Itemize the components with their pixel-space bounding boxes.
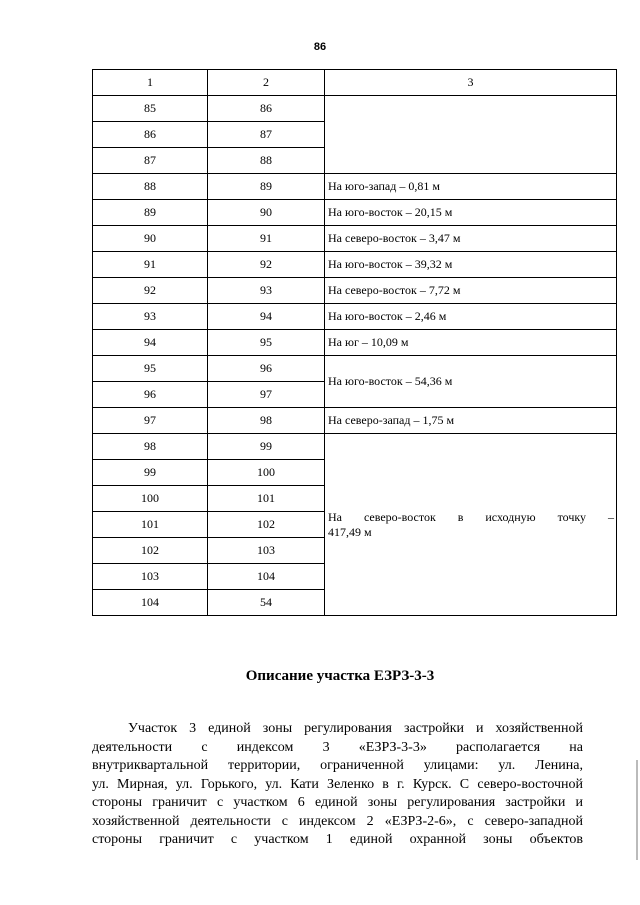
point-to: 89 (208, 174, 325, 200)
point-to: 96 (208, 356, 325, 382)
point-from: 103 (93, 564, 208, 590)
table-row (93, 278, 617, 304)
column-header-3: 3 (325, 70, 617, 96)
table-row (93, 304, 617, 330)
point-from: 85 (93, 96, 208, 122)
paragraph-line: Участок 3 единой зоны регулирования застройки и хозяйственной (128, 721, 583, 736)
boundary-points-table (92, 69, 617, 616)
paragraph-line: стороны граничит с участком 6 единой зоны регулирования застройки и (92, 795, 583, 810)
point-to: 94 (208, 304, 325, 330)
point-to: 100 (208, 460, 325, 486)
point-from: 100 (93, 486, 208, 512)
point-from: 90 (93, 226, 208, 252)
direction-distance-final (325, 434, 617, 616)
table-header-row (93, 70, 617, 96)
point-to: 87 (208, 122, 325, 148)
direction-distance: На юг – 10,09 м (325, 330, 617, 356)
table-row (93, 408, 617, 434)
paragraph-line: внутриквартальной территории, ограниченной улицами: ул. Ленина, (92, 758, 583, 773)
point-to: 91 (208, 226, 325, 252)
direction-distance: На северо-восток – 3,47 м (325, 226, 617, 252)
paragraph-line: стороны граничит с участком 1 единой охранной зоны объектов (92, 832, 583, 847)
direction-distance: На юго-восток – 2,46 м (325, 304, 617, 330)
point-from: 86 (93, 122, 208, 148)
point-from: 91 (93, 252, 208, 278)
point-from: 101 (93, 512, 208, 538)
point-from: 102 (93, 538, 208, 564)
point-to: 93 (208, 278, 325, 304)
direction-line-2: 417,49 м (328, 524, 372, 539)
table-row (93, 200, 617, 226)
column-header-1: 1 (93, 70, 208, 96)
point-from: 97 (93, 408, 208, 434)
direction-distance: На северо-восток – 7,72 м (325, 278, 617, 304)
point-from: 87 (93, 148, 208, 174)
point-to: 97 (208, 382, 325, 408)
section-heading: Описание участка ЕЗРЗ-3-3 (245, 668, 435, 684)
page-number: 86 (313, 41, 327, 53)
direction-distance: На юго-восток – 54,36 м (325, 356, 617, 408)
point-to: 54 (208, 590, 325, 616)
point-to: 99 (208, 434, 325, 460)
direction-distance: На юго-запад – 0,81 м (325, 174, 617, 200)
point-to: 98 (208, 408, 325, 434)
table-row (93, 174, 617, 200)
point-to: 101 (208, 486, 325, 512)
point-to: 103 (208, 538, 325, 564)
direction-distance: На юго-восток – 39,32 м (325, 252, 617, 278)
point-to: 90 (208, 200, 325, 226)
table-row (93, 356, 617, 382)
point-to: 92 (208, 252, 325, 278)
table-row (93, 226, 617, 252)
column-header-2: 2 (208, 70, 325, 96)
paragraph-line: деятельности с индексом 3 «ЕЗРЗ-3-3» располагается на (92, 739, 583, 755)
point-from: 96 (93, 382, 208, 408)
table-row (93, 330, 617, 356)
point-to: 104 (208, 564, 325, 590)
description-paragraph (92, 720, 583, 850)
point-from: 95 (93, 356, 208, 382)
point-to: 102 (208, 512, 325, 538)
point-from: 94 (93, 330, 208, 356)
point-to: 86 (208, 96, 325, 122)
paragraph-line: ул. Мирная, ул. Горького, ул. Кати Зеленко в г. Курск. С северо-восточной (92, 776, 583, 792)
direction-line-1: На северо-восток в исходную точку – (328, 509, 614, 524)
point-from: 93 (93, 304, 208, 330)
direction-distance: На юго-восток – 20,15 м (325, 200, 617, 226)
point-from: 92 (93, 278, 208, 304)
direction-distance: На северо-запад – 1,75 м (325, 408, 617, 434)
scan-edge-mark (636, 760, 638, 860)
point-from: 99 (93, 460, 208, 486)
table-row (93, 96, 617, 122)
point-to: 88 (208, 148, 325, 174)
point-from: 88 (93, 174, 208, 200)
table-row (93, 434, 617, 460)
point-from: 98 (93, 434, 208, 460)
table-row (93, 252, 617, 278)
direction-cell-empty (325, 96, 617, 174)
paragraph-line: хозяйственной деятельности с индексом 2 «ЕЗРЗ-2-6», с северо-западной (92, 813, 583, 829)
point-to: 95 (208, 330, 325, 356)
point-from: 104 (93, 590, 208, 616)
point-from: 89 (93, 200, 208, 226)
